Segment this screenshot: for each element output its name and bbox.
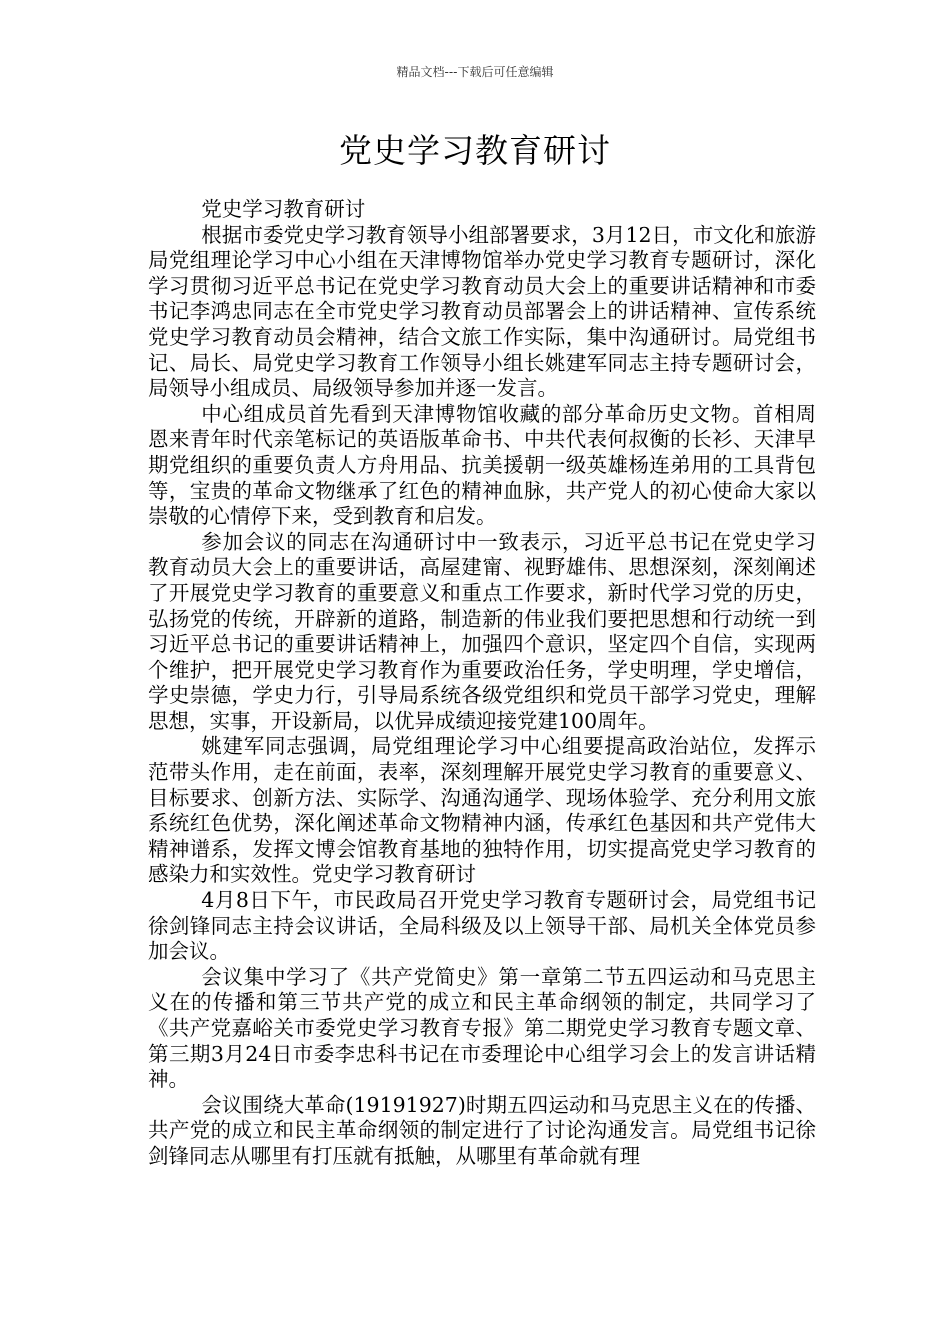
page-header-note: 精品文档---下载后可任意编辑 [396,65,554,79]
paragraph: 参加会议的同志在沟通研讨中一致表示，习近平总书记在党史学习教育动员大会上的重要讲话，高屋建甯、视野雄伟、思想深刻，深刻阐述了开展党史学习教育的重要意义和重点工作要求，新时代学习党的历史，弘扬党的传统，开辟新的道路，制造新的伟业我们要把思想和行动统一到习近平总书记的重要讲话精神上，加强四个意识，坚定四个自信，实现两个维护，把开展党史学习教育作为重要政治任务，学史明理，学史增信，学史崇德，学史力行，引导局系统各级党组织和党员干部学习党史，理解思想，实事，开设新局，以优异成绩迎接党建100周年。 [148,529,816,733]
paragraph: 会议围绕大革命(19191927)时期五四运动和马克思主义在的传播、共产党的成立和民主革命纲领的制定进行了讨论沟通发言。局党组书记徐剑锋同志从哪里有打压就有抵触，从哪里有革命就有理 [148,1092,816,1168]
paragraph: 中心组成员首先看到天津博物馆收藏的部分革命历史文物。首相周恩来青年时代亲笔标记的英语版革命书、中共代表何叔衡的长衫、天津早期党组织的重要负责人方舟用品、抗美援朝一级英雄杨连弟用的工具背包等，宝贵的革命文物继承了红色的精神血脉，共产党人的初心使命大家以崇敬的心情停下来，受到教育和启发。 [148,401,816,529]
paragraph: 根据市委党史学习教育领导小组部署要求，3月12日，市文化和旅游局党组理论学习中心小组在天津博物馆举办党史学习教育专题研讨，深化学习贯彻习近平总书记在党史学习教育动员大会上的重要讲话精神和市委书记李鸿忠同志在全市党史学习教育动员部署会上的讲话精神、宣传系统党史学习教育动员会精神，结合文旅工作实际，集中沟通研讨。局党组书记、局长、局党史学习教育工作领导小组长姚建军同志主持专题研讨会，局领导小组成员、局级领导参加并逐一发言。 [148,222,816,401]
paragraph: 4月8日下午，市民政局召开党史学习教育专题研讨会，局党组书记徐剑锋同志主持会议讲话，全局科级及以上领导干部、局机关全体党员参加会议。 [148,888,816,964]
document-body [148,197,816,1170]
paragraph: 姚建军同志强调，局党组理论学习中心组要提高政治站位，发挥示范带头作用，走在前面，表率，深刻理解开展党史学习教育的重要意义、目标要求、创新方法、实际学、沟通沟通学、现场体验学、充分利用文旅系统红色优势，深化阐述革命文物精神内涵，传承红色基因和共产党伟大精神谱系，发挥文博会馆教育基地的独特作用，切实提高党史学习教育的感染力和实效性。党史学习教育研讨 [148,734,816,887]
paragraph: 会议集中学习了《共产党简史》第一章第二节五四运动和马克思主义在的传播和第三节共产党的成立和民主革命纲领的制定，共同学习了《共产党嘉峪关市委党史学习教育专报》第二期党史学习教育专题文章、第三期3月24日市委李忠科书记在市委理论中心组学习会上的发言讲话精神。 [148,964,816,1092]
document-title: 党史学习教育研讨 [339,131,611,170]
paragraph: 党史学习教育研讨 [201,197,366,221]
